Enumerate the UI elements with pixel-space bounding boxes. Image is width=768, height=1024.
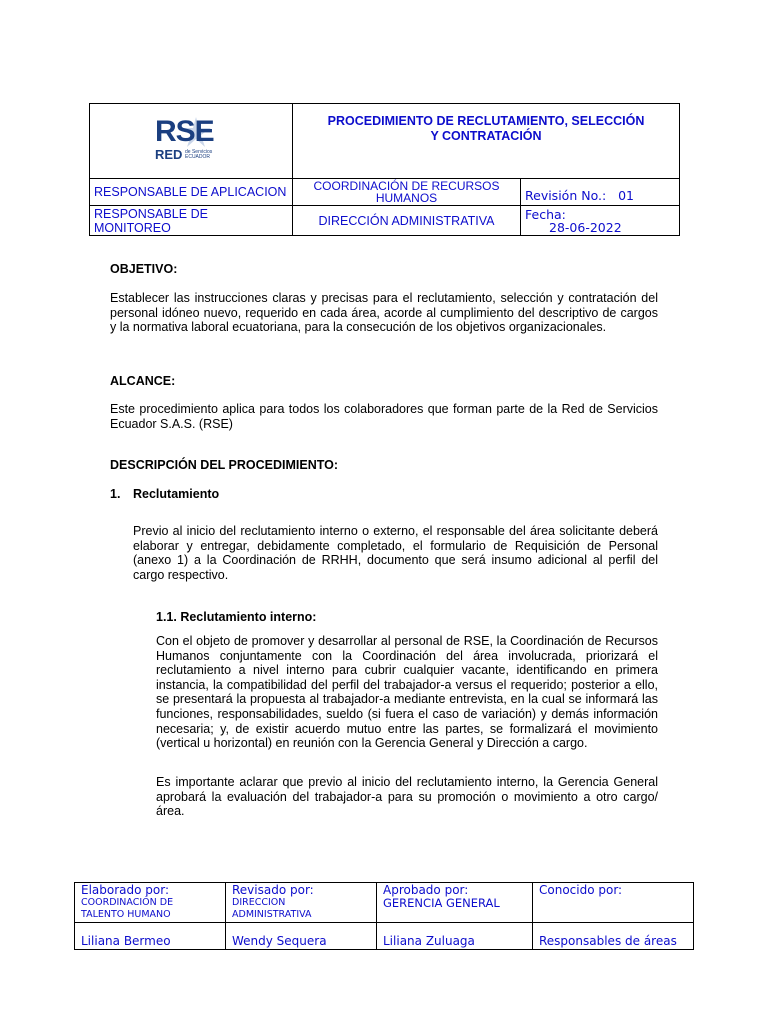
responsable-monitoreo-label: RESPONSABLE DE MONITOREO xyxy=(90,206,293,236)
revisado-dept-line1: DIRECCION xyxy=(232,897,286,908)
section11-title: 1.1. Reclutamiento interno: xyxy=(156,610,317,624)
conocido-name: Responsables de áreas xyxy=(533,923,694,950)
aprobado-dept: GERENCIA GENERAL xyxy=(383,896,500,910)
objetivo-heading: OBJETIVO: xyxy=(110,262,178,276)
logo-sub-line2: ECUADOR xyxy=(185,154,211,160)
logo-cell xyxy=(90,104,293,179)
responsable-aplicacion-value xyxy=(293,179,521,206)
section1-text: Previo al inicio del reclutamiento interno o externo, el responsable del área solicitante deberá elaborar y entregar, debidamente completado, el formulario de Requisición de Personal (anexo 1) a la Coordinación de RRHH, documento que será insumo adicional al perfil del cargo respectivo. xyxy=(133,524,658,582)
elaborado-dept xyxy=(81,897,219,921)
revision-label: Revisión No.: xyxy=(525,187,607,203)
aprobado-name: Liliana Zuluaga xyxy=(377,923,533,950)
revisado-dept xyxy=(232,897,370,921)
section11-paragraph2: Es importante aclarar que previo al inicio del reclutamiento interno, la Gerencia General aprobará la evaluación del trabajador-a para su promoción o movimiento a otro cargo/área. xyxy=(156,775,658,819)
logo-subtitle xyxy=(185,150,212,161)
aprobado-cell xyxy=(377,883,533,923)
fecha-value: 28-06-2022 xyxy=(549,219,622,235)
aplicacion-value-line2: HUMANOS xyxy=(375,191,438,205)
revisado-cell xyxy=(226,883,377,923)
elaborado-cell xyxy=(75,883,226,923)
conocido-label: Conocido por: xyxy=(539,883,623,897)
revision-cell xyxy=(521,179,680,206)
title-line1: PROCEDIMIENTO DE RECLUTAMIENTO, SELECCIÓN xyxy=(327,114,645,128)
descripcion-heading: DESCRIPCIÓN DEL PROCEDIMIENTO: xyxy=(110,458,339,472)
alcance-heading: ALCANCE: xyxy=(110,374,176,388)
elaborado-dept-line2: TALENTO HUMANO xyxy=(81,909,171,920)
document-header-table xyxy=(89,103,680,236)
logo-rse-text: RSE xyxy=(155,114,214,148)
fecha-cell xyxy=(521,206,680,236)
section1-number: 1. xyxy=(110,487,121,501)
alcance-text: Este procedimiento aplica para todos los colaboradores que forman parte de la Red de Servicios Ecuador S.A.S. (RSE) xyxy=(110,402,658,431)
fecha-label: Fecha: xyxy=(525,206,566,222)
revisado-dept-line2: ADMINISTRATIVA xyxy=(232,909,312,920)
responsable-monitoreo-value: DIRECCIÓN ADMINISTRATIVA xyxy=(293,206,521,236)
revisado-label: Revisado por: xyxy=(232,883,314,897)
aprobado-label: Aprobado por: xyxy=(383,883,469,897)
section11-paragraph1: Con el objeto de promover y desarrollar al personal de RSE, la Coordinación de Recursos Humanos conjuntamente con la Coordinación del área involucrada, priorizará el reclutamiento a nivel interno para cubrir cualquier vacante, identificando en primera instancia, la compatibilidad del perfil del trabajador-a versus el requerido; posterior a ello, se presentará la propuesta al trabajador-a mediante entrevista, en la cual se informará las funciones, responsabilidades, sueldo (si fuera el caso de variación) y demás información necesaria; y, de existir acuerdo mutuo entre las partes, se formalizará el movimiento (vertical u horizontal) en reunión con la Gerencia General y Dirección a cargo. xyxy=(156,634,658,751)
responsable-aplicacion-label: RESPONSABLE DE APLICACION xyxy=(90,179,293,206)
document-title xyxy=(293,104,680,179)
approval-table xyxy=(74,882,694,950)
section1-title: Reclutamiento xyxy=(133,487,220,501)
revision-value: 01 xyxy=(618,187,635,203)
rse-logo xyxy=(155,115,227,169)
elaborado-name: Liliana Bermeo xyxy=(75,923,226,950)
elaborado-label: Elaborado por: xyxy=(81,883,170,897)
logo-sub-line1: de Servicios xyxy=(185,148,213,155)
logo-red-text: RED xyxy=(155,146,183,162)
objetivo-text: Establecer las instrucciones claras y precisas para el reclutamiento, selección y contratación del personal idóneo nuevo, requerido en cada área, acorde al cumplimiento del descriptivo de cargos y la normativa laboral ecuatoriana, para la consecución de los objetivos organizacionales. xyxy=(110,291,658,335)
revisado-name: Wendy Sequera xyxy=(226,923,377,950)
conocido-cell xyxy=(533,883,694,923)
elaborado-dept-line1: COORDINACIÓN DE xyxy=(81,897,174,908)
title-line2: Y CONTRATACIÓN xyxy=(430,129,542,143)
aplicacion-value-line1: COORDINACIÓN DE RECURSOS xyxy=(313,179,500,193)
